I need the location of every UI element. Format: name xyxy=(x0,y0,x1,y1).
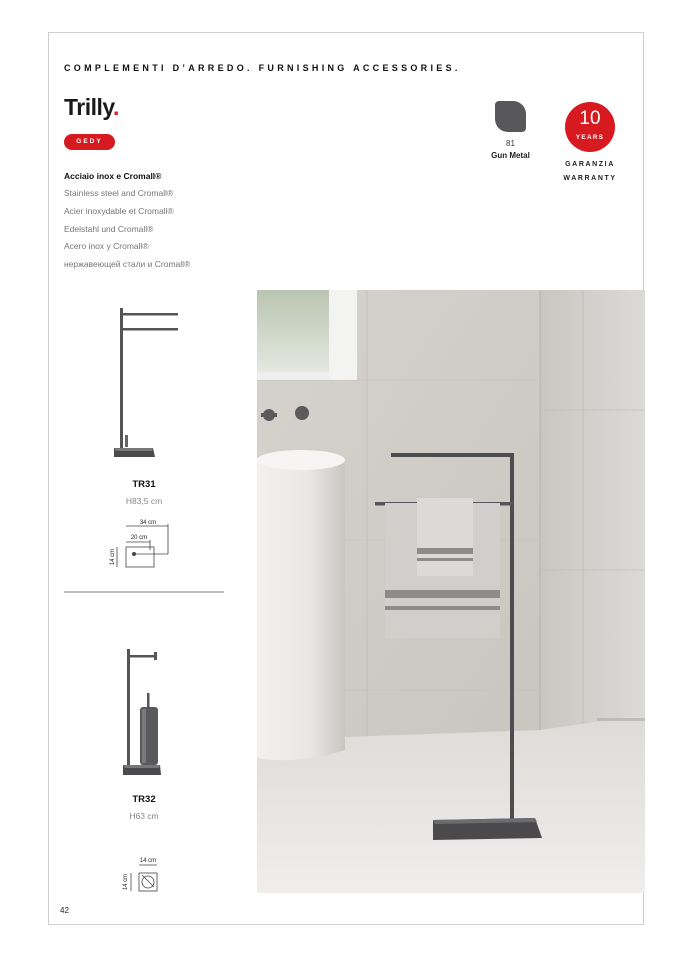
collection-name-dot: . xyxy=(113,94,119,120)
warranty-years-label: YEARS xyxy=(575,134,605,141)
warranty-label-en: WARRANTY xyxy=(563,175,617,182)
material-line: Acier inoxydable et Cromall® xyxy=(64,206,174,216)
product-height: H83,5 cm xyxy=(125,496,163,506)
brand-badge: GEDY xyxy=(64,134,115,150)
warranty-years: 10 xyxy=(579,108,601,129)
tr31-dimension-diagram xyxy=(104,516,176,570)
product-code: TR32 xyxy=(132,794,156,805)
product-height: H63 cm xyxy=(129,811,159,821)
tr32-product-image xyxy=(118,645,168,780)
lifestyle-photo xyxy=(257,290,645,893)
dim-width-inner: 20 cm xyxy=(130,535,148,541)
product-separator xyxy=(64,591,224,593)
finish-code: 81 xyxy=(506,139,515,148)
lifestyle-photo-illustration xyxy=(257,290,645,893)
catalog-section-title: COMPLEMENTI D’ARREDO. FURNISHING ACCESSORIES. xyxy=(64,63,461,73)
collection-name-text: Trilly xyxy=(64,94,113,120)
product-code: TR31 xyxy=(132,479,156,490)
dim-depth: 14 cm xyxy=(110,548,116,566)
material-line: Stainless steel and Cromall® xyxy=(64,188,174,198)
material-line: Acero inox y Cromall® xyxy=(64,241,149,251)
dim-width-total: 34 cm xyxy=(139,520,157,526)
finish-name: Gun Metal xyxy=(491,151,530,160)
tr32-dimension-diagram xyxy=(118,853,166,897)
finish-swatch xyxy=(495,101,526,132)
collection-name xyxy=(64,94,119,121)
material-line: нержавеющей стали и Cromall® xyxy=(64,259,191,269)
warranty-badge xyxy=(565,102,615,152)
dim-depth: 14 cm xyxy=(123,873,129,891)
tr31-product-image xyxy=(108,305,188,460)
page-number: 42 xyxy=(60,906,69,915)
material-line: Acciaio inox e Cromall® xyxy=(64,171,162,181)
warranty-label-it: GARANZIA xyxy=(565,161,615,168)
material-line: Edelstahl und Cromall® xyxy=(64,224,154,234)
dim-width: 14 cm xyxy=(139,858,157,864)
